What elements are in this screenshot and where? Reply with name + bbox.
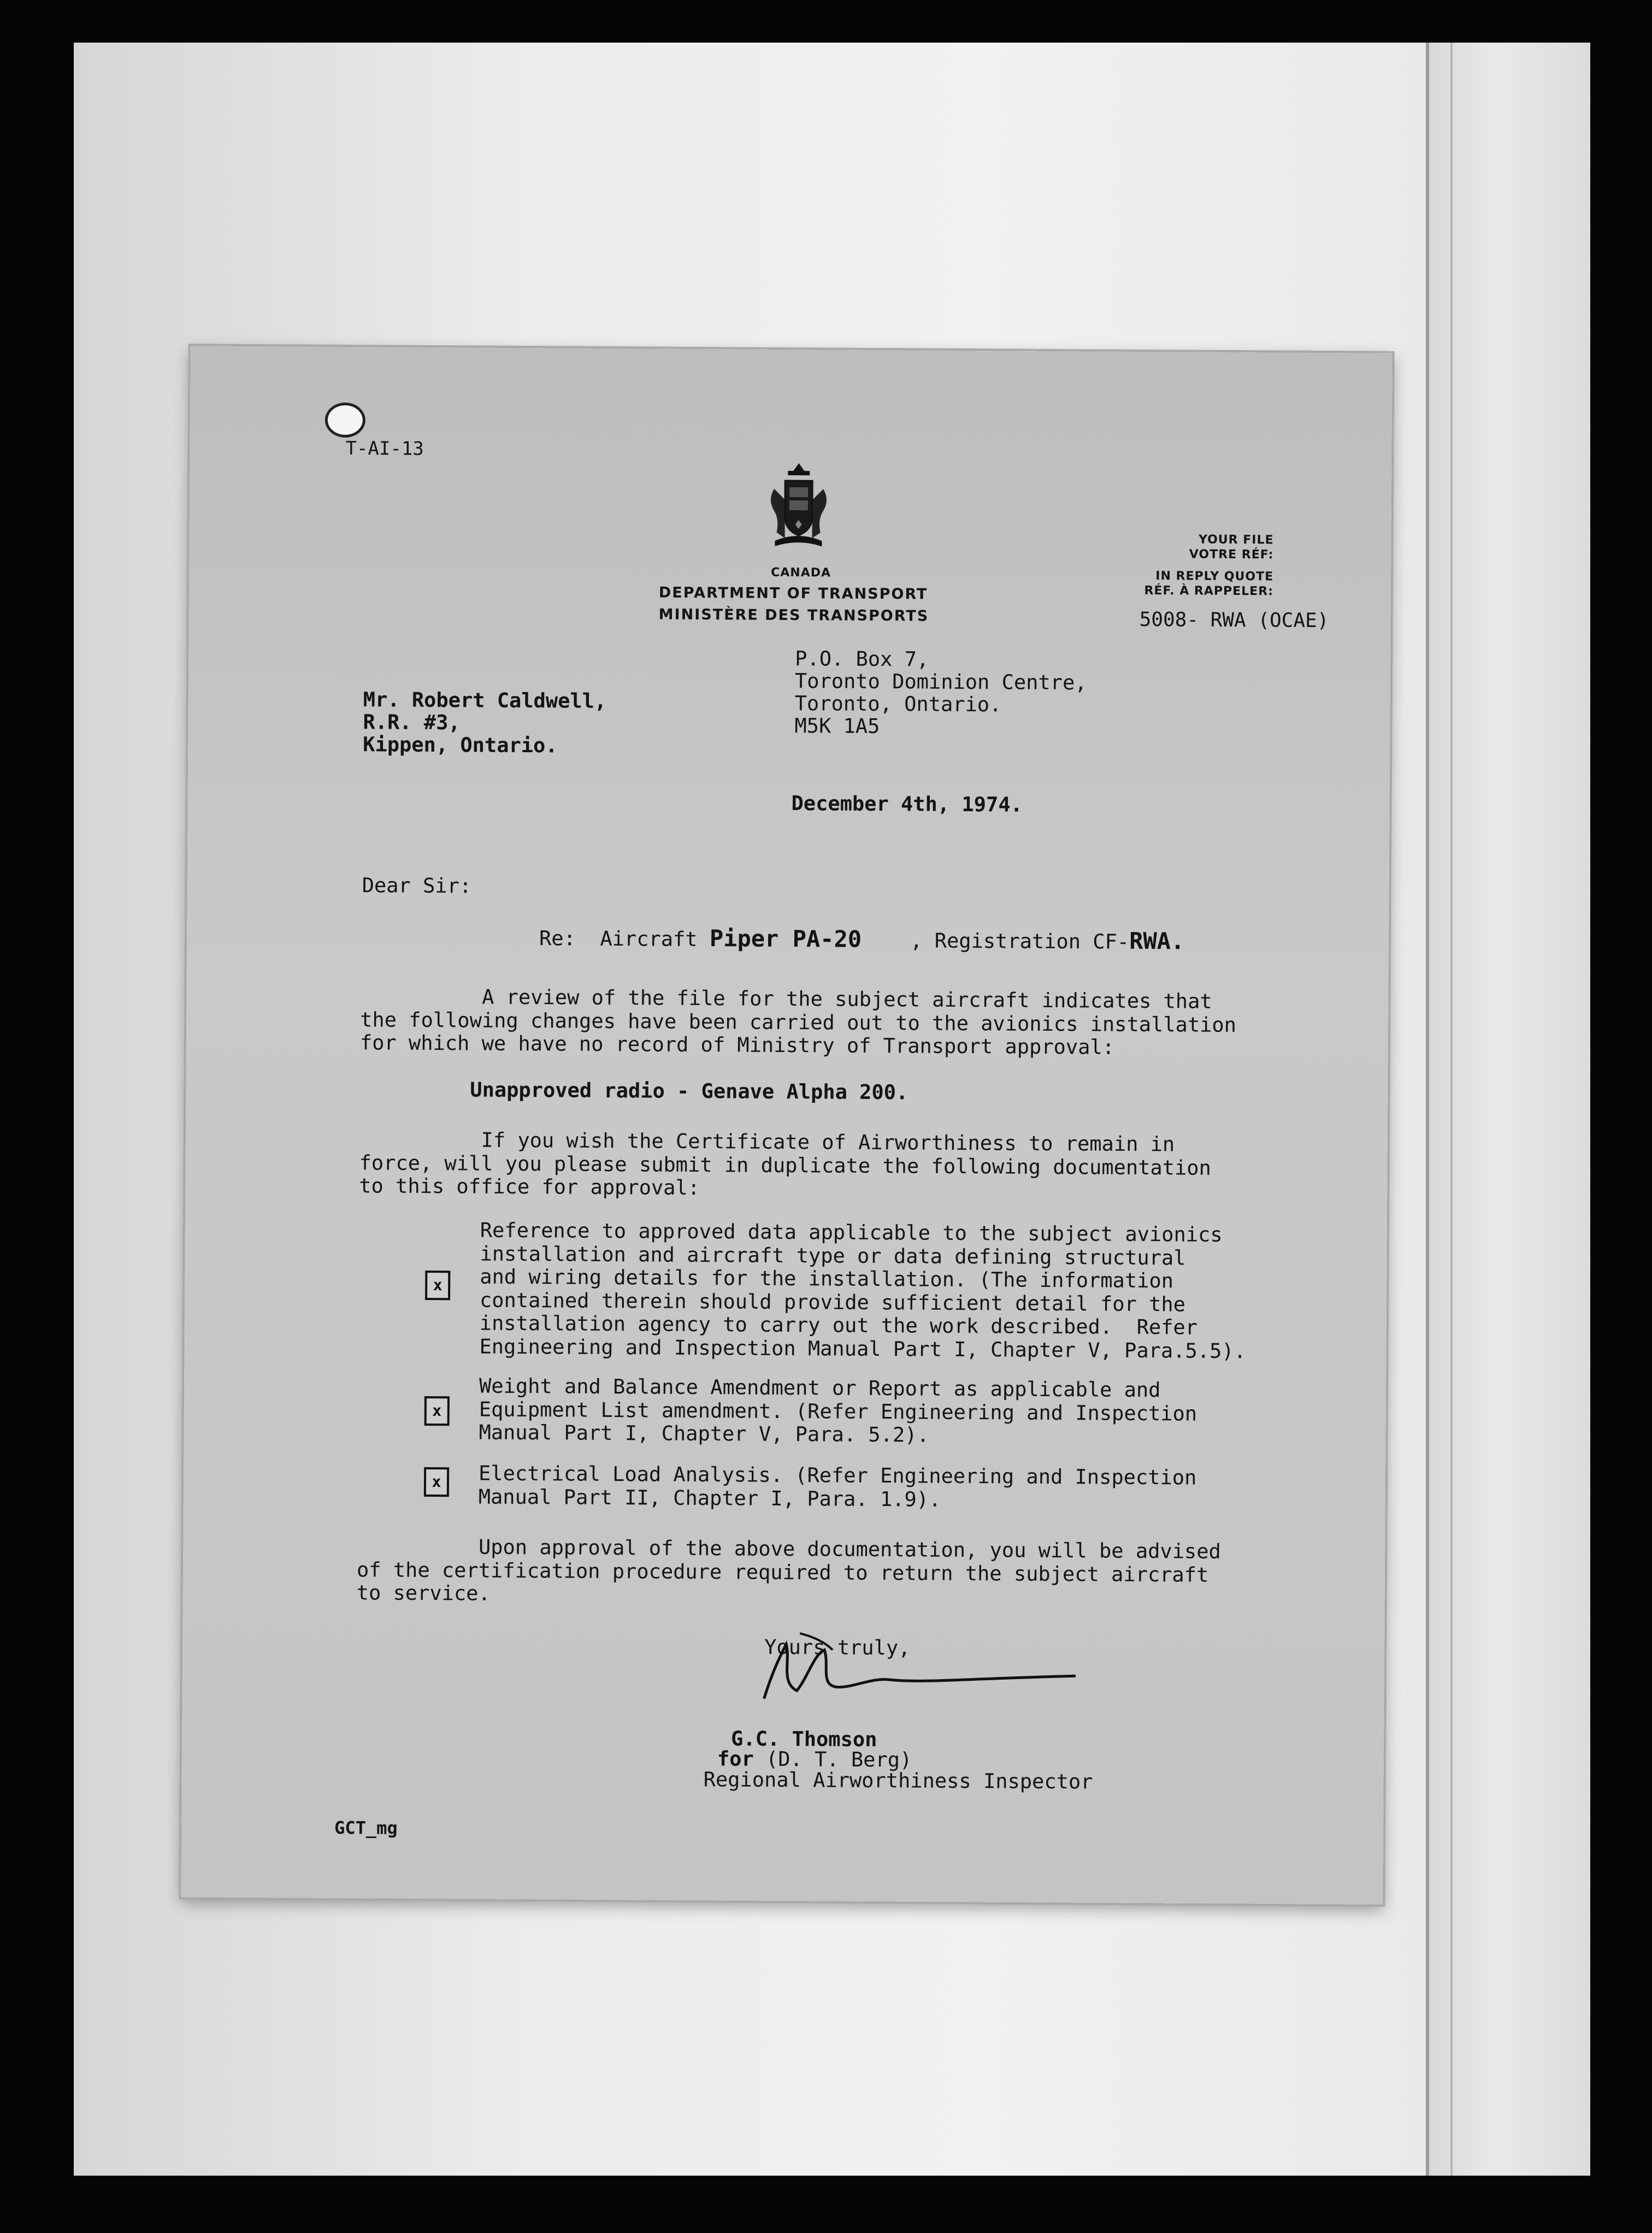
subject-line — [539, 926, 1185, 954]
list-item: Weight and Balance Amendment or Report as applicable and Equipment List amendment. (Refer Engineering and Inspection Manual Part I, Chapter V, Para. 5.2). — [479, 1374, 1197, 1447]
form-code: T-AI-13 — [345, 438, 424, 460]
item-checkbox: x — [425, 1271, 450, 1300]
salutation: Dear Sir: — [362, 873, 472, 898]
department-name-fr: MINISTÈRE DES TRANSPORTS — [658, 606, 929, 625]
your-file-label-en: YOUR FILE — [1198, 533, 1274, 547]
list-item: Reference to approved data applicable to the subject avionics installation and aircraft type or data defining structural and wiring details for the installation. (The information contained therein should provide sufficient detail for the installation agency to carry out the work described. Refer Engineering and Inspection Manual Part I, Chapter V, Para.5.5). — [479, 1218, 1247, 1363]
list-item: Electrical Load Analysis. (Refer Engineering and Inspection Manual Part II, Chapter I, Para. 1.9). — [478, 1461, 1197, 1511]
reply-quote-label-en: IN REPLY QUOTE — [1155, 569, 1274, 584]
crest-caption: CANADA — [771, 565, 831, 580]
complimentary-close: Yours truly, — [764, 1635, 911, 1660]
letter-date: December 4th, 1974. — [791, 791, 1023, 817]
signer-name: G.C. Thomson — [731, 1727, 877, 1752]
paragraph-closing: Upon approval of the above documentation, you will be advised of the certification procedure required to return the subject aircraft to service. — [356, 1534, 1221, 1605]
item-checkbox: x — [424, 1467, 449, 1497]
handwritten-signature — [747, 1622, 1087, 1712]
your-file-label-fr: VOTRE RÉF: — [1189, 547, 1274, 562]
subject-prefix: Re: Aircraft — [539, 926, 710, 952]
sender-address-line: M5K 1A5 — [794, 714, 880, 739]
recipient-address-line: Mr. Robert Caldwell, — [363, 688, 607, 713]
typist-initials: GCT_mg — [334, 1817, 398, 1839]
department-name-en: DEPARTMENT OF TRANSPORT — [658, 584, 928, 603]
sender-address-line: Toronto Dominion Centre, — [794, 669, 1087, 695]
subject-registration-label: , Registration CF- — [861, 928, 1130, 954]
subject-aircraft: Piper PA-20 — [709, 925, 862, 953]
paragraph-review: A review of the file for the subject aircraft indicates that the following changes have been carried out to the avionics installation for which we have no record of Ministry of Transport approval: — [359, 984, 1237, 1059]
sender-address-line: Toronto, Ontario. — [794, 692, 1002, 717]
subject-registration: RWA. — [1129, 927, 1185, 955]
recipient-address-line: R.R. #3, — [363, 710, 461, 735]
signer-for: (D. T. Berg) — [753, 1747, 912, 1772]
signer-title: Regional Airworthiness Inspector — [703, 1768, 1093, 1794]
reference-number: 5008- RWA (OCAE) — [1139, 608, 1329, 633]
finding: Unapproved radio - Genave Alpha 200. — [470, 1078, 908, 1104]
mount-edge-line — [1450, 43, 1453, 2176]
item-checkbox: x — [424, 1396, 450, 1426]
paragraph-request: If you wish the Certificate of Airworthiness to remain in force, will you please submit in duplicate the following documentation to this office for approval: — [359, 1127, 1211, 1200]
letter-page — [181, 346, 1392, 1904]
sender-address-line: P.O. Box 7, — [795, 647, 929, 671]
reply-quote-label-fr: RÉF. À RAPPELER: — [1144, 583, 1274, 599]
canadian-coat-of-arms-icon — [763, 459, 834, 558]
punch-hole — [325, 403, 365, 438]
recipient-address-line: Kippen, Ontario. — [363, 732, 558, 758]
signer-for-prefix: for — [717, 1747, 754, 1771]
